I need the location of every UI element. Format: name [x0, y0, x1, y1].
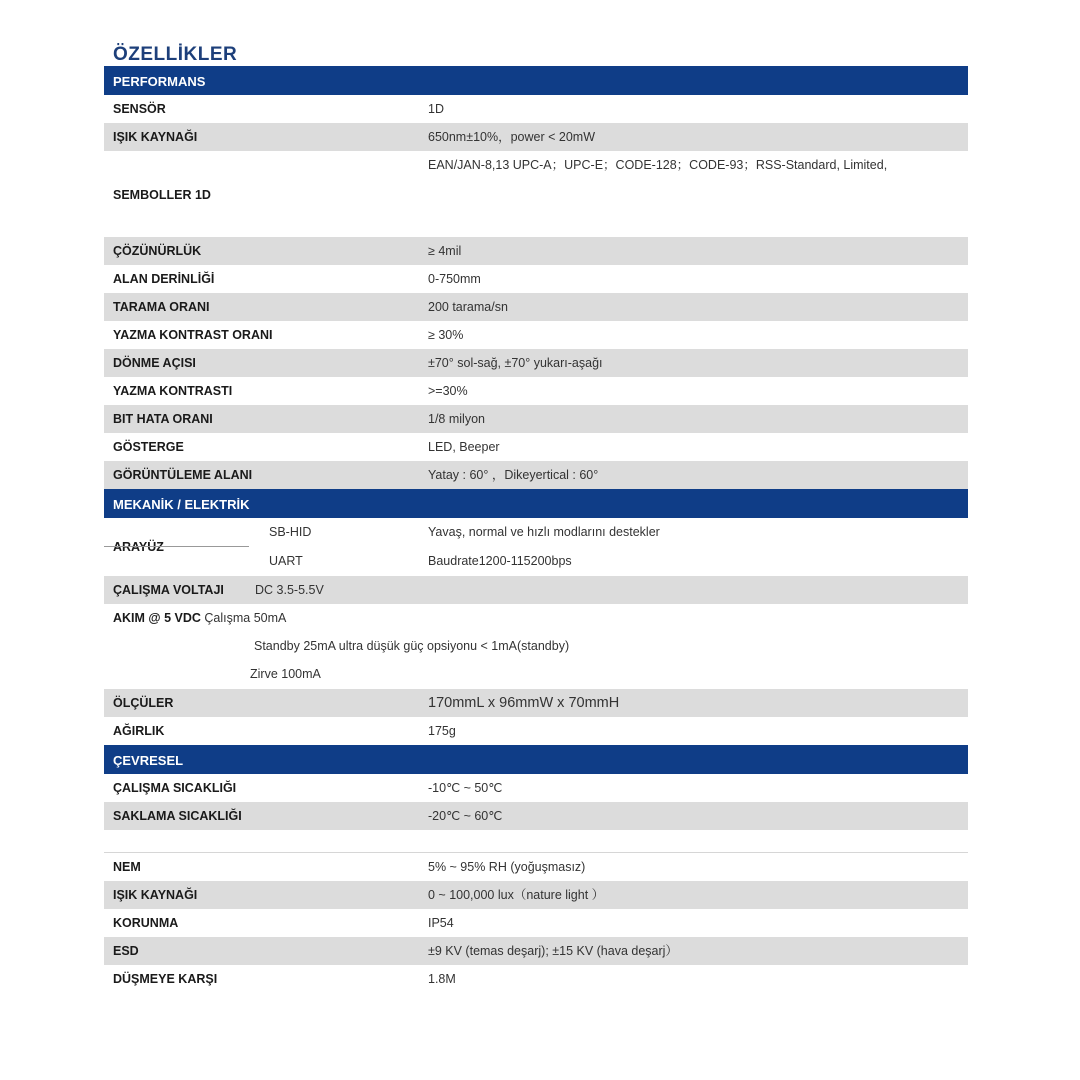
spec-value: -20℃ ~ 60℃ [428, 809, 503, 823]
spec-sheet [104, 66, 968, 993]
spec-label: ESD [113, 944, 139, 958]
spec-value: Çalışma 50mA [204, 611, 287, 625]
spec-label: GÖSTERGE [113, 440, 184, 454]
spec-value: 650nm±10%，power < 20mW [428, 130, 596, 144]
spec-label: DÖNME AÇISI [113, 356, 196, 370]
section-header-performance: PERFORMANS [104, 66, 968, 95]
spacer [104, 830, 968, 852]
spec-label: ARAYÜZ [113, 540, 164, 554]
spec-value: 1.8M [428, 972, 456, 986]
spec-row [104, 321, 968, 349]
spec-row [104, 265, 968, 293]
spec-row [104, 909, 968, 937]
spec-label: GÖRÜNTÜLEME ALANI [113, 468, 253, 482]
spec-row [104, 151, 968, 237]
spec-value: 0-750mm [428, 272, 481, 286]
spec-row [104, 123, 968, 151]
spec-label: ÇALIŞMA VOLTAJI [113, 583, 224, 597]
spec-value: ±9 KV (temas deşarj); ±15 KV (hava deşarj） [428, 944, 678, 958]
spec-value: 175g [428, 724, 456, 738]
page-title: ÖZELLİKLER [113, 44, 238, 65]
spec-label: KORUNMA [113, 916, 179, 930]
spec-row [104, 405, 968, 433]
spec-row-current [104, 604, 968, 689]
spec-value: Standby 25mA ultra düşük güç opsiyonu < 1mA(standby) [254, 639, 570, 653]
spec-label: AKIM @ 5 VDC [113, 611, 201, 625]
spec-row [104, 461, 968, 489]
spec-label: TARAMA ORANI [113, 300, 210, 314]
spec-row [104, 237, 968, 265]
spec-label: ALAN DERİNLİĞİ [113, 272, 215, 286]
spec-row [104, 881, 968, 909]
spec-row [104, 717, 968, 745]
spec-value: -10℃ ~ 50℃ [428, 781, 503, 795]
spec-row [104, 689, 968, 717]
spec-label: IŞIK KAYNAĞI [113, 888, 198, 902]
spec-label: NEM [113, 860, 141, 874]
spec-value: 200 tarama/sn [428, 300, 508, 314]
spec-row [104, 293, 968, 321]
spec-value: IP54 [428, 916, 454, 930]
spec-label: ÖLÇÜLER [113, 696, 174, 710]
spec-value: 1D [428, 102, 444, 116]
spec-row [104, 802, 968, 830]
spec-value: 0 ~ 100,000 lux（nature light ） [428, 888, 605, 902]
interface-type: SB-HID [269, 525, 312, 539]
spec-row [104, 853, 968, 881]
spec-value: ±70° sol-sağ, ±70° yukarı-aşağı [428, 356, 603, 370]
spec-value: 170mmL x 96mmW x 70mmH [428, 695, 620, 711]
spec-value: Yavaş, normal ve hızlı modlarını destekler [428, 525, 660, 539]
spec-value: Baudrate1200-115200bps [428, 554, 572, 568]
spec-label: ÇÖZÜNÜRLÜK [113, 244, 202, 258]
spec-row-interface [104, 518, 968, 576]
spec-label: SEMBOLLER 1D [113, 188, 211, 202]
section-header-environment: ÇEVRESEL [104, 745, 968, 774]
spec-label: IŞIK KAYNAĞI [113, 130, 198, 144]
spec-row [104, 377, 968, 405]
interface-type: UART [269, 554, 303, 568]
spec-value: ≥ 4mil [428, 244, 462, 258]
divider [104, 546, 249, 547]
spec-row [104, 965, 968, 993]
spec-label: DÜŞMEYE KARŞI [113, 972, 218, 986]
spec-label: YAZMA KONTRASTI [113, 384, 233, 398]
spec-row [104, 576, 968, 604]
spec-label: SAKLAMA SICAKLIĞI [113, 809, 242, 823]
spec-value: Yatay : 60° ，Dikeyertical : 60° [428, 468, 599, 482]
spec-row [104, 937, 968, 965]
spec-value: LED, Beeper [428, 440, 500, 454]
spec-value: 5% ~ 95% RH (yoğuşmasız) [428, 860, 586, 874]
spec-row [104, 95, 968, 123]
spec-value: DC 3.5-5.5V [255, 583, 324, 597]
spec-row [104, 349, 968, 377]
spec-label: SENSÖR [113, 102, 166, 116]
spec-row [104, 433, 968, 461]
spec-value: EAN/JAN-8,13 UPC-A；UPC-E；CODE-128；CODE-93；RSS-Standard, Limited, [428, 158, 888, 172]
spec-label: AĞIRLIK [113, 724, 165, 738]
spec-value: 1/8 milyon [428, 412, 485, 426]
spec-value: ≥ 30% [428, 328, 464, 342]
spec-value: >=30% [428, 384, 468, 398]
spec-value: Zirve 100mA [250, 667, 321, 681]
spec-label: BIT HATA ORANI [113, 412, 213, 426]
spec-label: YAZMA KONTRAST ORANI [113, 328, 273, 342]
spec-row [104, 774, 968, 802]
spec-label: ÇALIŞMA SICAKLIĞI [113, 781, 237, 795]
section-header-mechanical: MEKANİK / ELEKTRİK [104, 489, 968, 518]
